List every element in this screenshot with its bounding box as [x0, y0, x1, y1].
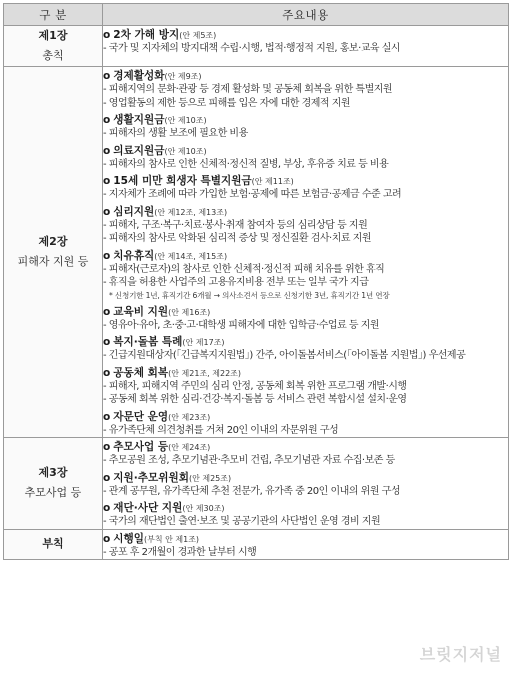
provision-title: 지원·추모위원회 — [113, 471, 189, 484]
provision-heading — [103, 367, 508, 380]
provision-detail: - 피해지역의 문화·관광 등 경제 활성화 및 공동체 회복을 위한 특별지원 — [103, 84, 393, 95]
provision-item — [103, 411, 508, 438]
provision-title: 2차 가해 방지 — [113, 29, 180, 41]
bullet-marker: o — [103, 532, 111, 545]
table-header-row — [4, 4, 509, 26]
provision-heading — [103, 411, 508, 424]
provision-heading — [103, 145, 508, 158]
publisher-watermark: 브릿지저널 — [419, 645, 502, 664]
provision-detail: - 긴급지원대상자(「긴급복지지원법」) 간주, 아이돌봄서비스(「아이돌봄 지원법」) 우선제공 — [103, 350, 466, 361]
bullet-marker: o — [103, 471, 111, 484]
bullet-marker: o — [103, 366, 111, 379]
provision-detail: - 관계 공무원, 유가족단체 추천 전문가, 유가족 중 20인 이내의 위원 구성 — [103, 485, 400, 497]
provision-heading — [103, 206, 508, 219]
table-body — [4, 26, 509, 560]
chapter-title: 피해자 지원 등 — [17, 255, 89, 268]
bullet-marker: o — [103, 410, 111, 423]
bullet-marker: o — [103, 336, 111, 348]
provision-title: 공동체 회복 — [113, 366, 169, 379]
provision-detail: - 피해자, 피해지역 주민의 심리 안정, 공동체 회복 위한 프로그램 개발·시행 — [103, 380, 407, 392]
article-reference: (안 제14조, 제15조) — [154, 251, 228, 261]
provision-heading — [103, 472, 508, 485]
provision-heading — [103, 29, 508, 42]
provision-heading — [103, 114, 508, 127]
provision-heading — [103, 250, 508, 263]
provision-heading — [103, 533, 508, 546]
bullet-marker: o — [103, 175, 111, 187]
section-row — [4, 529, 509, 560]
article-reference: (안 제23조) — [168, 412, 211, 422]
content-cell — [103, 67, 509, 438]
provision-item — [103, 533, 508, 560]
content-cell — [103, 26, 509, 67]
chapter-cell — [4, 438, 103, 530]
article-reference: (안 제11조) — [251, 177, 294, 186]
provision-item — [103, 114, 508, 141]
provision-item — [103, 145, 508, 172]
provision-detail: - 휴직을 허용한 사업주의 고용유지비용 전부 또는 일부 국가 지급 — [103, 277, 369, 288]
chapter-title: 추모사업 등 — [24, 486, 82, 500]
content-cell — [103, 529, 509, 560]
article-reference: (부칙 안 제1조) — [143, 534, 200, 544]
provision-detail: - 피해자(근로자)의 참사로 인한 신체적·정신적 피해 치유를 위한 휴직 — [103, 263, 385, 275]
chapter-cell — [4, 67, 103, 438]
article-reference: (안 제10조) — [164, 146, 207, 156]
provision-item — [103, 306, 508, 333]
provision-detail: - 피해자의 참사로 인한 신체적·정신적 질병, 부상, 후유증 치료 등 비용 — [103, 158, 389, 170]
bullet-marker: o — [103, 249, 111, 262]
provision-heading — [103, 70, 508, 83]
chapter-number: 제1장 — [38, 29, 68, 42]
article-reference: (안 제10조) — [164, 116, 207, 125]
provision-detail: - 국가의 재단법인 출연·보조 및 공공기관의 사단법인 운영 경비 지원 — [103, 516, 381, 527]
bullet-marker: o — [103, 29, 111, 41]
provision-item — [103, 502, 508, 529]
provision-heading — [103, 441, 508, 454]
provision-detail: - 공동체 회복 위한 심리·건강·복지·돌봄 등 서비스 관련 복합시설 설치·운영 — [103, 394, 407, 405]
bullet-marker: o — [103, 205, 111, 218]
chapter-cell — [4, 26, 103, 67]
provision-item — [103, 367, 508, 407]
article-reference: (안 제24조) — [168, 443, 211, 452]
chapter-number: 부칙 — [42, 537, 64, 551]
article-reference: (안 제17조) — [182, 338, 225, 347]
provision-item — [103, 70, 508, 110]
provision-item — [103, 336, 508, 363]
section-row — [4, 438, 509, 530]
article-reference: (안 제5조) — [179, 31, 217, 40]
provision-detail: - 국가 및 지자체의 방지대책 수립·시행, 법적·행정적 지원, 홍보·교육 실시 — [103, 43, 401, 54]
provision-title: 심리지원 — [113, 205, 155, 218]
bullet-marker: o — [103, 305, 111, 318]
provision-title: 생활지원금 — [113, 114, 165, 126]
provision-detail: - 영유아·유아, 초·중·고·대학생 피해자에 대한 입학금·수업료 등 지원 — [103, 319, 380, 331]
provision-detail: - 피해자의 참사로 악화된 심리적 증상 및 정신질환 검사·치료 지원 — [103, 233, 372, 244]
provision-detail: - 공포 후 2개월이 경과한 날부터 시행 — [103, 546, 257, 558]
provision-detail: - 피해자의 생활 보조에 필요한 비용 — [103, 128, 248, 139]
header-main-content: 주요내용 — [103, 4, 509, 26]
provision-title: 복지·돌봄 특례 — [113, 336, 183, 348]
article-reference: (안 제9조) — [164, 72, 202, 81]
law-summary-table — [3, 3, 509, 560]
provision-title: 시행일 — [113, 532, 144, 545]
article-reference: (안 제12조, 제13조) — [154, 207, 228, 217]
provision-item — [103, 29, 508, 56]
bullet-marker: o — [103, 144, 111, 157]
provision-title: 치유휴직 — [113, 249, 155, 262]
chapter-number: 제2장 — [38, 235, 68, 248]
provision-heading — [103, 336, 508, 349]
provision-detail: - 유가족단체 의견청취를 거쳐 20인 이내의 자문위원 구성 — [103, 424, 339, 436]
provision-title: 교육비 지원 — [113, 305, 169, 318]
section-row — [4, 67, 509, 438]
provision-heading — [103, 306, 508, 319]
article-reference: (안 제25조) — [188, 473, 232, 483]
provision-heading — [103, 175, 508, 188]
bullet-marker: o — [103, 502, 111, 514]
provision-title: 추모사업 등 — [113, 441, 169, 453]
provision-heading — [103, 502, 508, 515]
provision-detail: - 피해자, 구조·복구·치료·봉사·취재 참여자 등의 심리상담 등 지원 — [103, 219, 368, 231]
provision-title: 재단·사단 지원 — [113, 502, 183, 514]
chapter-cell — [4, 529, 103, 560]
provision-item — [103, 175, 508, 202]
provision-detail: - 영업활동의 제한 등으로 피해를 입은 자에 대한 경제적 지원 — [103, 97, 351, 109]
provision-note: * 신청기한 1년, 휴직기간 6개월 → 의사소견서 등으로 신청기한 3년, 휴직기간 1년 연장 — [109, 290, 390, 300]
chapter-title: 총칙 — [42, 49, 64, 62]
provision-title: 15세 미만 희생자 특별지원금 — [113, 175, 252, 187]
provision-detail: - 지자체가 조례에 따라 가입한 보험·공제에 따른 보험금·공제금 수준 고려 — [103, 189, 402, 200]
bullet-marker: o — [103, 114, 111, 126]
provision-item — [103, 472, 508, 499]
header-category: 구 분 — [4, 4, 103, 26]
section-row — [4, 26, 509, 67]
bullet-marker: o — [103, 70, 111, 82]
provision-title: 경제활성화 — [113, 70, 165, 82]
provision-title: 자문단 운영 — [113, 410, 169, 423]
provision-item — [103, 441, 508, 468]
article-reference: (안 제21조, 제22조) — [168, 368, 242, 378]
article-reference: (안 제30조) — [182, 504, 225, 513]
provision-item — [103, 250, 508, 302]
chapter-number: 제3장 — [38, 466, 68, 480]
provision-item — [103, 206, 508, 246]
article-reference: (안 제16조) — [168, 307, 211, 317]
content-cell — [103, 438, 509, 530]
bullet-marker: o — [103, 441, 111, 453]
provision-detail: - 추모공원 조성, 추모기념관·추모비 건립, 추모기념관 자료 수집·보존 등 — [103, 455, 395, 466]
provision-title: 의료지원금 — [113, 144, 165, 157]
